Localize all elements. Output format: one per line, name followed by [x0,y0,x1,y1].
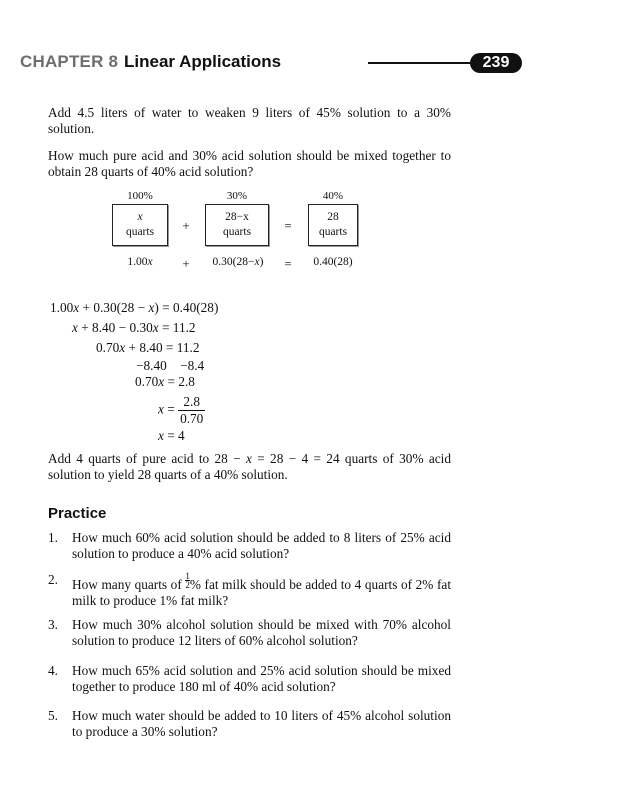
variable: x [158,401,164,417]
box-amount: 28 [327,211,339,223]
mixture-box [205,204,269,246]
item-number: 1. [48,530,58,545]
fraction-denominator: 2 [185,580,190,590]
item-text: How much 30% alcohol solution should be mixed with 70% alcohol solution to produce 12 liters of 60% alcohol solution? [72,617,451,648]
eq-part: 0.70 [135,374,159,389]
equation-line [96,340,200,356]
page-number-badge: 239 [470,53,522,73]
equation-line [72,320,196,336]
equation-line: −8.40 −8.4 [136,358,205,373]
text-part: How many quarts of [72,577,186,592]
plus-sign: + [182,256,190,271]
item-number: 5. [48,708,58,723]
fraction [178,394,205,427]
item-text [72,572,451,609]
variable: x [245,451,252,466]
variable: x [119,340,126,355]
equals-sign: = [284,256,292,271]
expression [200,256,276,268]
expr-part: ) [259,256,264,268]
text-part: % fat milk should be added to 4 quarts of 2% fat milk to produce 1% fat milk? [72,577,452,608]
variable: x [158,374,165,389]
practice-heading: Practice [48,505,107,522]
eq-part: + 8.40 = 11.2 [125,340,200,355]
variable: x [73,300,80,315]
mixture-box [112,204,168,246]
question-paragraph: How much pure acid and 30% acid solution should be mixed together to obtain 28 quarts of 40% acid solution? [48,148,451,179]
header-rule [368,62,478,64]
variable: x [158,428,164,443]
variable: x [72,320,78,335]
eq-part: + 0.30(28 − [79,300,149,315]
box-amount: 28−x [225,211,249,223]
fraction-numerator: 2.8 [178,394,205,411]
item-number: 2. [48,572,58,587]
eq-part: = 11.2 [158,320,196,335]
text-part: = 28 − 4 = 24 quarts of 30% acid solution to yield 28 quarts of a 40% solution. [48,451,451,482]
expression [112,256,168,268]
box-amount: x [137,211,143,223]
fraction-denominator: 0.70 [180,411,204,426]
mixture-box [308,204,358,246]
equation-line [158,428,185,444]
variable: x [254,256,260,268]
eq-part: 1.00 [50,300,74,315]
box-unit: quarts [318,226,348,238]
variable: x [148,300,155,315]
eq-part: = 4 [163,428,185,443]
item-number: 3. [48,617,58,632]
eq-part: ) = 0.40(28) [154,300,219,315]
equation-line: x = $\frac{2.8}{0.70}$ [158,394,204,426]
variable: x [147,256,153,268]
coefficient: 1.00 [127,256,148,268]
percent-label: 30% [226,190,248,202]
item-text: How much water should be added to 10 liters of 45% alcohol solution to produce a 30% solution? [72,708,451,739]
expression: 0.40(28) [313,256,353,268]
item-number: 4. [48,663,58,678]
item-text: How much 60% acid solution should be added to 8 liters of 25% acid solution to produce a 40% acid solution? [72,530,451,561]
fraction-numerator: 1 [185,571,190,581]
chapter-title: Linear Applications [124,52,282,71]
eq-part: = 2.8 [164,374,195,389]
eq-part: + 8.40 − 0.30 [77,320,153,335]
box-unit: quarts [222,226,252,238]
percent-label: 100% [127,190,153,202]
plus-sign: + [182,218,190,233]
box-unit: quarts [125,226,155,238]
item-text: How much 65% acid solution and 25% acid solution should be mixed together to produce 180 ml of 40% acid solution? [72,663,451,694]
eq-part: 0.70 [96,340,120,355]
expr-part: 0.30(28− [212,256,255,268]
conclusion-paragraph [48,451,451,483]
percent-label: 40% [322,190,344,202]
chapter-label: CHAPTER 8 [20,52,119,71]
variable: x [152,320,159,335]
text-part: Add 4 quarts of pure acid to 28 − [48,451,246,466]
equals-sign: = [284,218,292,233]
previous-answer-paragraph: Add 4.5 liters of water to weaken 9 liters of 45% solution to a 30% solution. [48,105,451,136]
equation-line [135,374,195,390]
equation-line [50,300,218,316]
